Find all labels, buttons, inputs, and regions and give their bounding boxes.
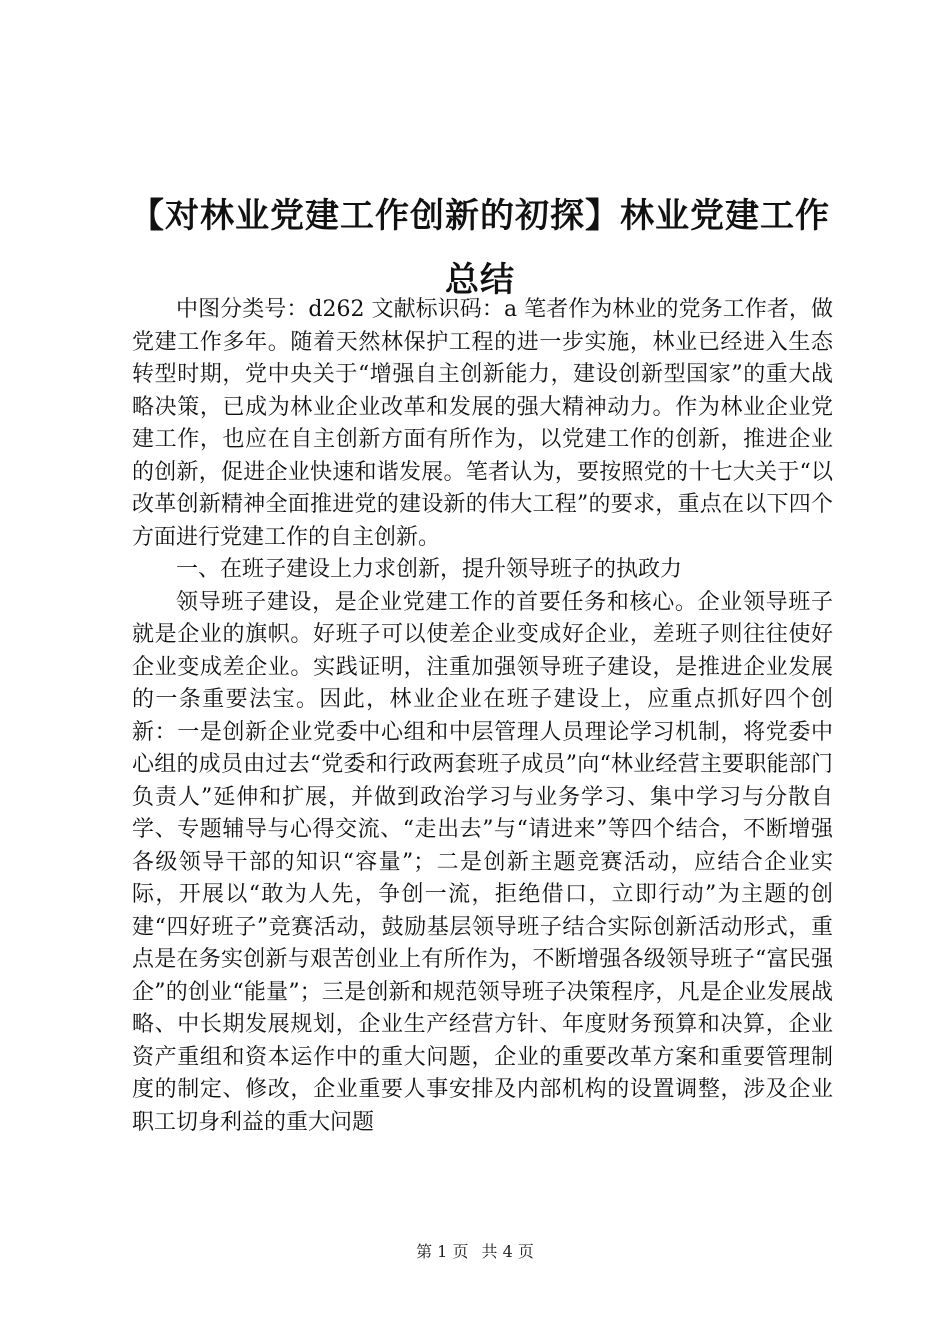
page-number: 第 1 页 [416,1242,469,1261]
section-heading-1: 一、在班子建设上力求创新，提升领导班子的执政力 [176,557,683,582]
page-footer [0,1242,950,1262]
document-body [132,294,833,1139]
document-title: 【对林业党建工作创新的初探】林业党建工作总结 [130,196,830,300]
total-pages: 共 4 页 [481,1242,534,1261]
paragraph-intro: 中图分类号：d262 文献标识码：a 笔者作为林业的党务工作者，做党建工作多年。随着天然林保护工程的进一步实施，林业已经进入生态转型时期，党中央关于“增强自主创新能力，建设创新型国家”的重大战略决策，已成为林业企业改革和发展的强大精神动力。作为林业企业党建工作，也应在自主创新方面有所作为，以党建工作的创新，推进企业的创新，促进企业快速和谐发展。笔者认为，要按照党的十七大关于“以改革创新精神全面推进党的建设新的伟大工程”的要求，重点在以下四个方面进行党建工作的自主创新。 [132,297,833,550]
paragraph-leadership: 领导班子建设，是企业党建工作的首要任务和核心。企业领导班子就是企业的旗帜。好班子可以使差企业变成好企业，差班子则往往使好企业变成差企业。实践证明，注重加强领导班子建设，是推进企业发展的一条重要法宝。因此，林业企业在班子建设上，应重点抓好四个创新：一是创新企业党委中心组和中层管理人员理论学习机制，将党委中心组的成员由过去“党委和行政两套班子成员”向“林业经营主要职能部门负责人”延伸和扩展，并做到政治学习与业务学习、集中学习与分散自学、专题辅导与心得交流、“走出去”与“请进来”等四个结合，不断增强各级领导干部的知识“容量”；二是创新主题竞赛活动，应结合企业实际，开展以“敢为人先，争创一流，拒绝借口，立即行动”为主题的创建“四好班子”竞赛活动，鼓励基层领导班子结合实际创新活动形式，重点是在务实创新与艰苦创业上有所作为，不断增强各级领导班子“富民强企”的创业“能量”；三是创新和规范领导班子决策程序，凡是企业发展战略、中长期发展规划，企业生产经营方针、年度财务预算和决算，企业资产重组和资本运作中的重大问题，企业的重要改革方案和重要管理制度的制定、修改，企业重要人事安排及内部机构的设置调整，涉及企业职工切身利益的重大问题 [132,589,833,1135]
